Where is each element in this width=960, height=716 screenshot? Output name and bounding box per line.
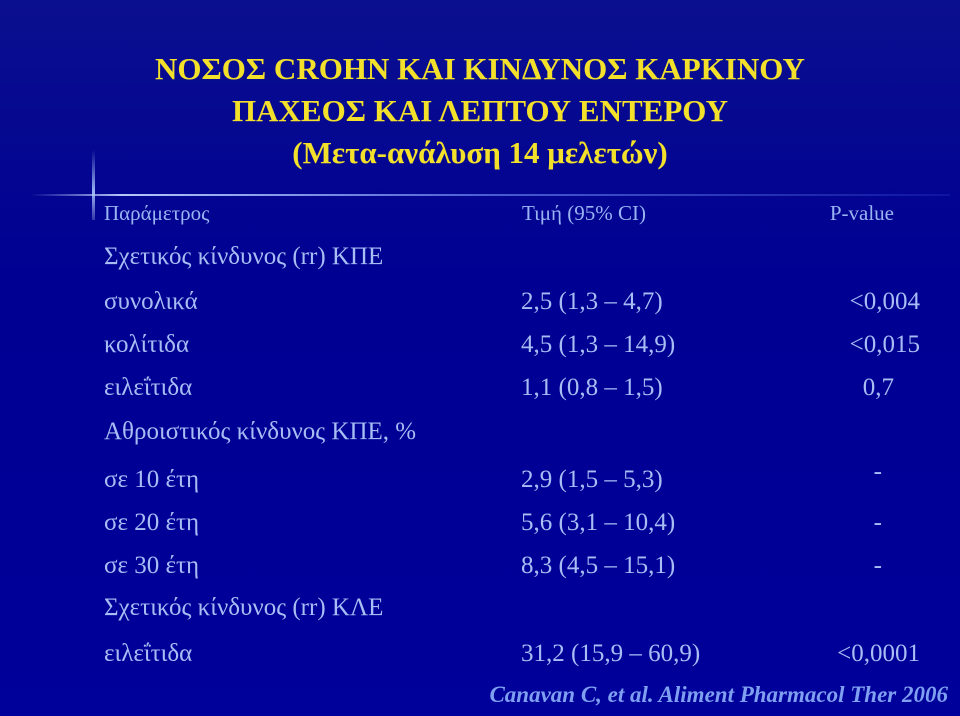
row-pvalue: - [873,552,882,579]
row-parameter: ειλεΐτιδα [104,640,193,667]
table-row-section-rr-kle [0,588,960,628]
row-pvalue: - [873,509,882,536]
table-row [0,282,960,322]
table-row [0,460,960,500]
header-pvalue: P-value [829,201,894,225]
row-parameter: σε 30 έτη [104,552,200,579]
row-value: 5,6 (3,1 – 10,4) [521,509,676,536]
table-row [0,325,960,365]
row-value: 31,2 (15,9 – 60,9) [521,640,701,667]
row-parameter: Σχετικός κίνδυνος (rr) ΚΛΕ [104,594,384,621]
row-value: 4,5 (1,3 – 14,9) [521,331,676,358]
row-pvalue: 0,7 [862,374,894,401]
title-line-1: ΝΟΣΟΣ CROHN ΚΑΙ ΚΙΝΔΥΝΟΣ ΚΑΡΚΙΝΟΥ [155,51,805,86]
row-parameter: Αθροιστικός κίνδυνος ΚΠΕ, % [104,418,417,445]
row-pvalue: <0,0001 [837,640,920,667]
row-parameter: σε 20 έτη [104,509,200,536]
row-parameter: κολίτιδα [104,331,190,358]
decorative-horizontal-line [30,194,950,196]
table-row [0,634,960,674]
header-value: Τιμή (95% CI) [522,201,646,225]
table-row-section-rr-kpe [0,237,960,277]
row-pvalue: <0,004 [849,288,920,315]
row-parameter: σε 10 έτη [104,466,200,493]
row-value: 2,5 (1,3 – 4,7) [521,288,663,315]
header-parameter: Παράμετρος [104,201,210,225]
row-parameter: Σχετικός κίνδυνος (rr) ΚΠΕ [104,243,384,270]
title-line-3: (Μετα-ανάλυση 14 μελετών) [292,135,668,170]
table-row-section-cumulative-kpe [0,412,960,452]
row-parameter: συνολικά [104,288,198,315]
table-header [0,197,960,229]
row-pvalue: - [873,458,882,485]
row-parameter: ειλεΐτιδα [104,374,193,401]
table-row [0,503,960,543]
table-row [0,546,960,586]
row-value: 8,3 (4,5 – 15,1) [521,552,676,579]
row-value: 1,1 (0,8 – 1,5) [521,374,663,401]
slide-title [0,48,960,174]
citation: Canavan C, et al. Aliment Pharmacol Ther 2006 [489,682,948,707]
row-pvalue: <0,015 [849,331,920,358]
title-line-2: ΠΑΧΕΟΣ ΚΑΙ ΛΕΠΤΟΥ ΕΝΤΕΡΟΥ [232,93,728,128]
row-value: 2,9 (1,5 – 5,3) [521,466,663,493]
table-row [0,368,960,408]
